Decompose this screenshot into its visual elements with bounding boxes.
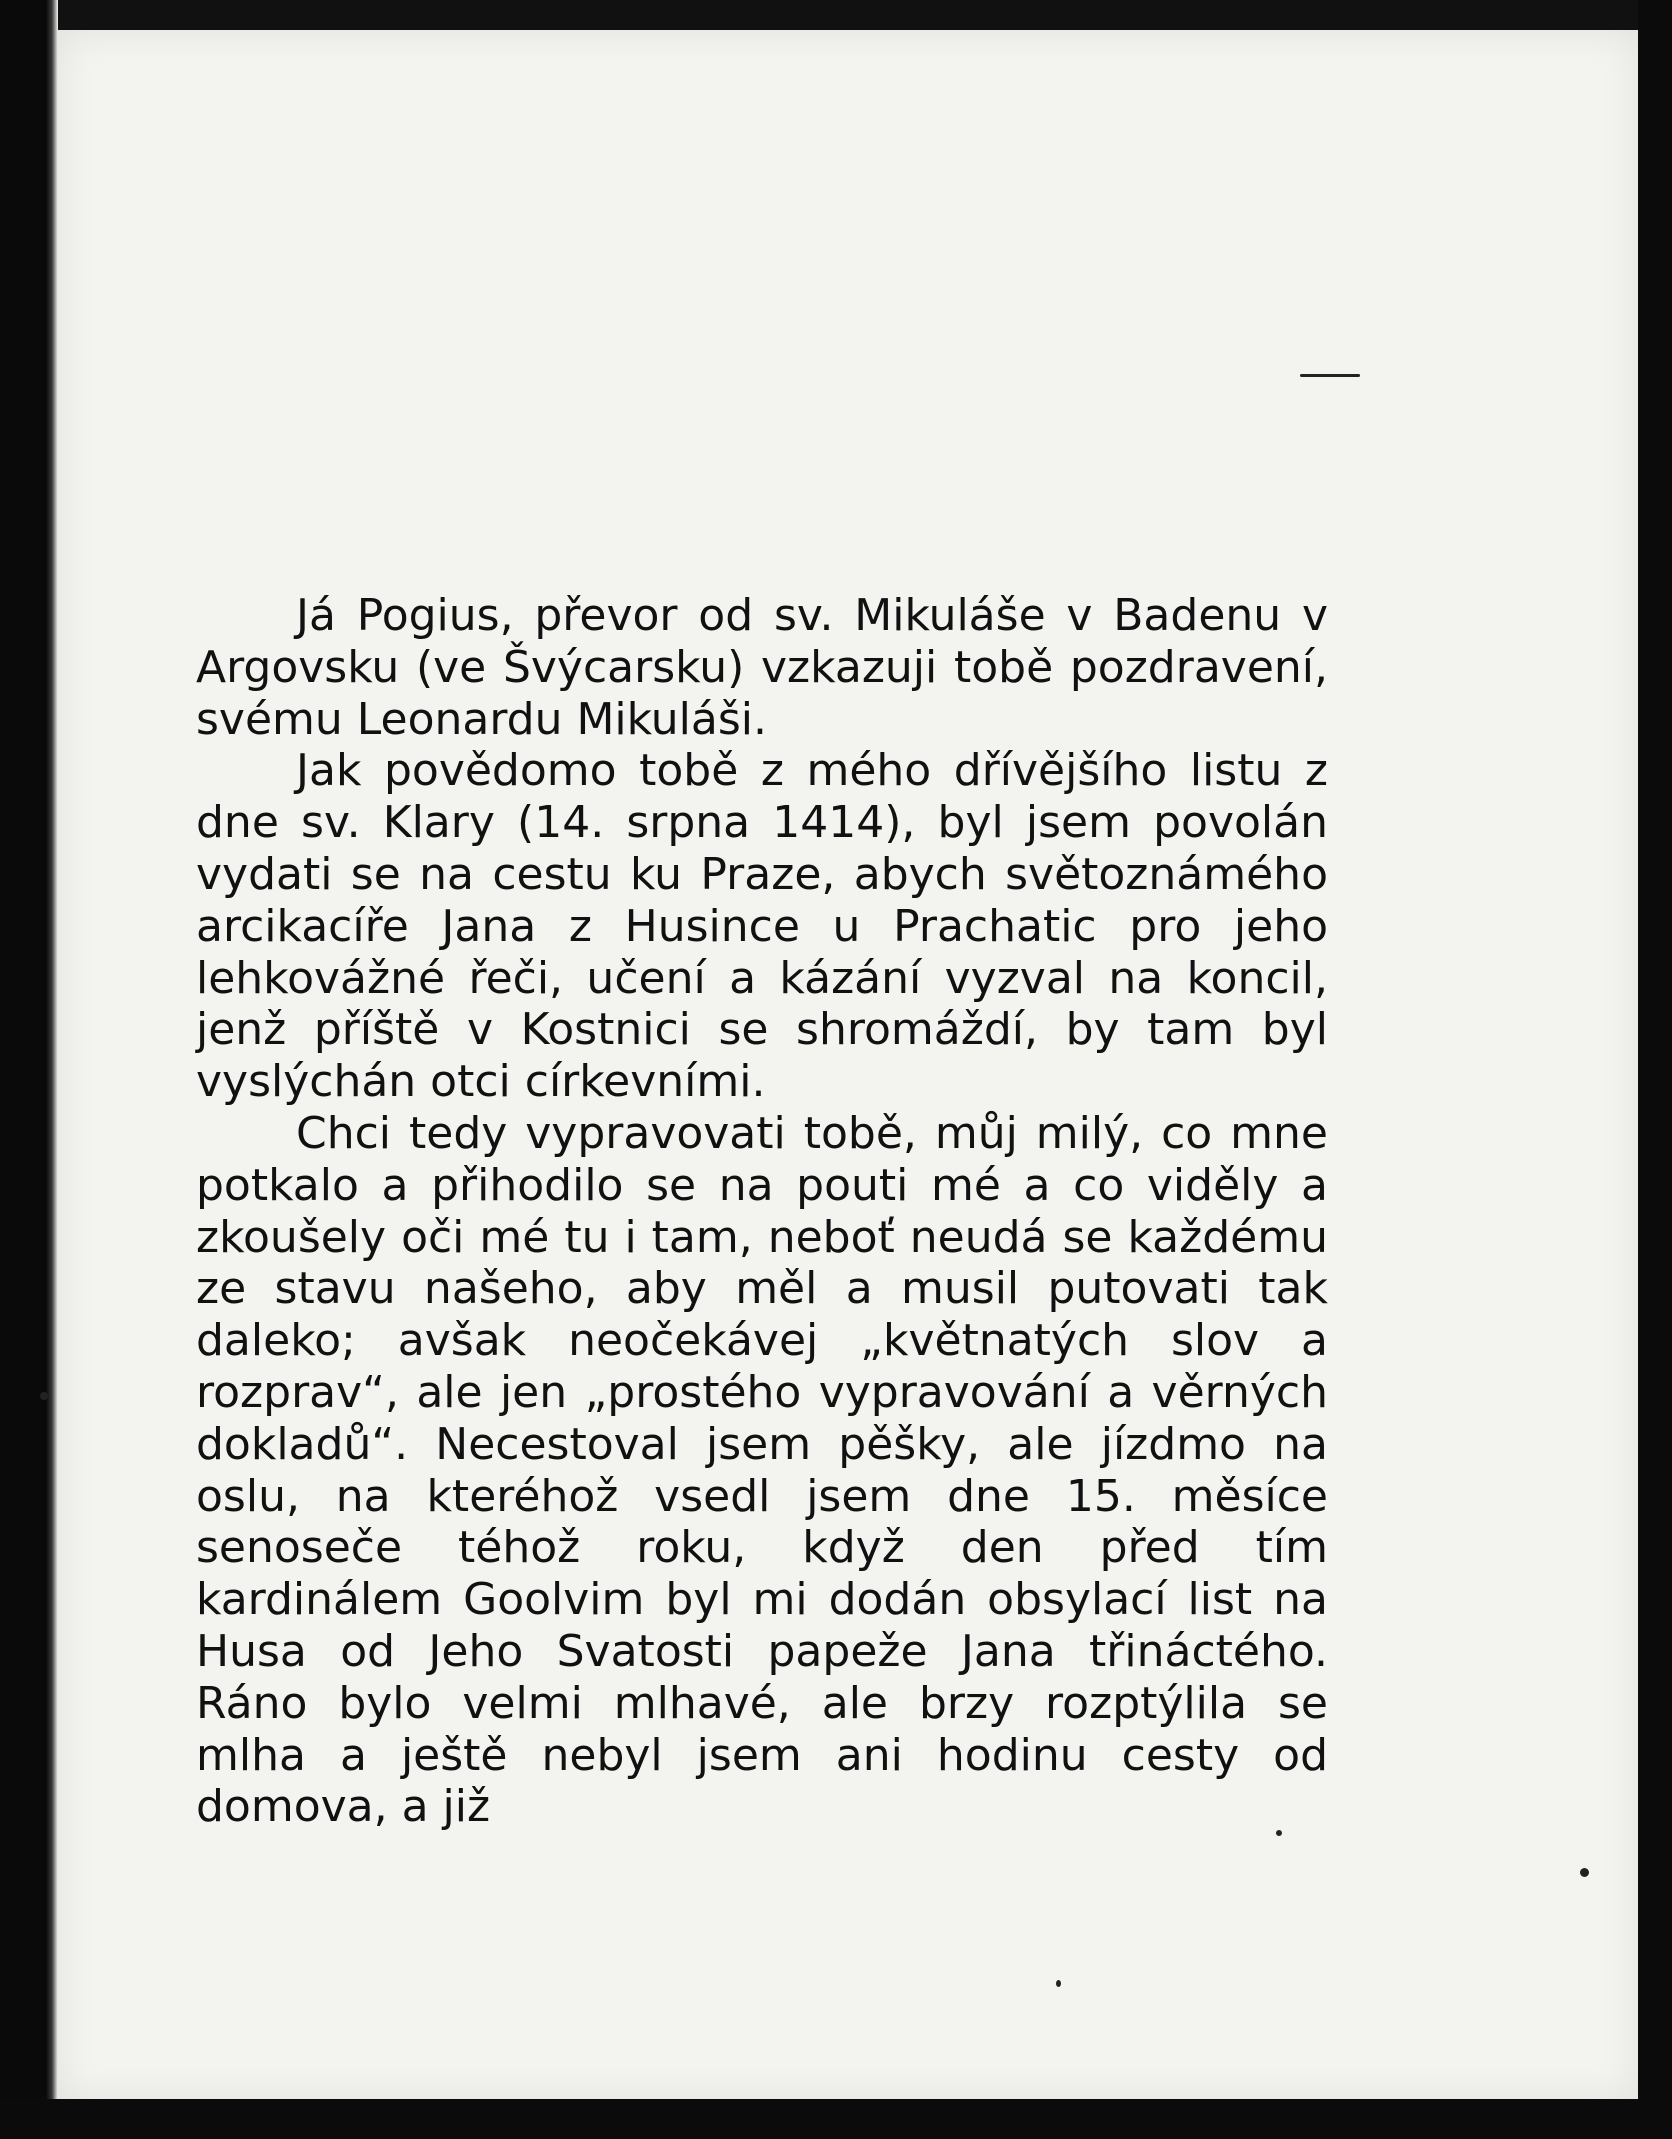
print-speck (1580, 1868, 1589, 1877)
print-speck (1300, 374, 1360, 377)
paragraph: Jak povědomo tobě z mého dřívějšího listu z dne sv. Klary (14. srpna 1414), byl jsem povolán vydati se na cestu ku Praze, abych světoznámého arcikacíře Jana z Husince u Prachatic pro jeho lehkovážné řeči, učení a kázání vyzval na koncil, jenž příště v Kostnici se shromáždí, by tam byl vyslýchán otci církevními. (196, 745, 1328, 1108)
scan-bottom-edge (0, 2099, 1672, 2139)
print-speck (1056, 1980, 1061, 1987)
body-text (196, 590, 1328, 1833)
print-speck (40, 1392, 48, 1400)
scan-left-edge (0, 0, 58, 2139)
paragraph: Chci tedy vypravovati tobě, můj milý, co mne potkalo a přihodilo se na pouti mé a co viděly a zkoušely oči mé tu i tam, neboť neudá se každému ze stavu našeho, aby měl a musil putovati tak daleko; avšak neočekávej „květnatých slov a rozprav“, ale jen „prostého vypravování a věrných dokladů“. Necestoval jsem pěšky, ale jízdmo na oslu, na kteréhož vsedl jsem dne 15. měsíce senoseče téhož roku, když den před tím kardinálem Goolvim byl mi dodán obsylací list na Husa od Jeho Svatosti papeže Jana třináctého. Ráno bylo velmi mlhavé, ale brzy rozptýlila se mlha a ještě nebyl jsem ani hodinu cesty od domova, a již (196, 1107, 1328, 1833)
paragraph: Já Pogius, převor od sv. Mikuláše v Badenu v Argovsku (ve Švýcarsku) vzkazuji tobě pozdravení, svému Leonardu Mikuláši. (196, 590, 1328, 745)
scan-right-edge (1638, 0, 1672, 2139)
